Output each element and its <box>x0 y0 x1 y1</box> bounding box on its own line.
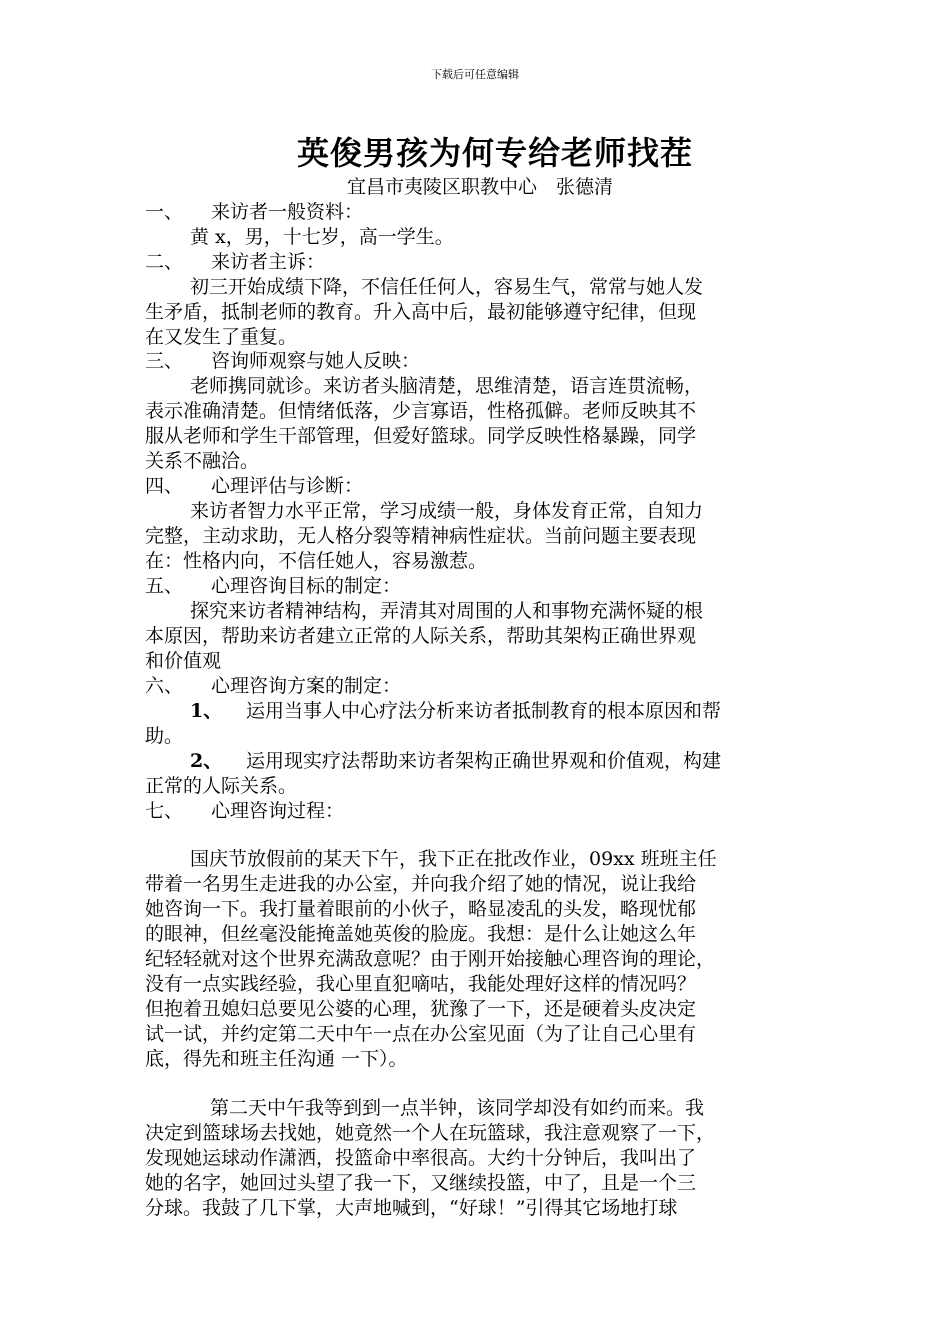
paragraph-line: 在又发生了重复。 <box>145 326 298 348</box>
paragraph-line: 本原因，帮助来访者建立正常的人际关系，帮助其架构正确世界观 <box>145 625 697 647</box>
author-line: 宜昌市夷陵区职教中心 张德清 <box>346 176 613 198</box>
section-number: 四、 <box>145 475 184 497</box>
paragraph-line: 发现她运球动作潇洒，投篮命中率很高。大约十分钟后，我叫出了 <box>145 1147 697 1169</box>
section-number: 一、 <box>145 201 184 223</box>
paragraph-line: 她的名字，她回过头望了我一下，又继续投篮，中了，且是一个三 <box>145 1172 697 1194</box>
section-number: 六、 <box>145 675 184 697</box>
paragraph-line: 国庆节放假前的某天下午，我下正在批改作业，09xx 班班主任 <box>190 848 717 870</box>
section-title: 来访者主诉： <box>211 251 326 273</box>
item-number: 2、 <box>190 750 223 772</box>
section-heading <box>145 200 363 225</box>
section-title: 心理评估与诊断： <box>211 475 364 497</box>
section-heading <box>145 799 344 824</box>
paragraph-line: 助。 <box>145 725 184 747</box>
header-note: 下载后可任意编辑 <box>431 68 519 81</box>
section-title: 心理咨询过程： <box>211 800 345 822</box>
section-number: 三、 <box>145 350 184 372</box>
paragraph-line: 初三开始成绩下降，不信任任何人，容易生气，常常与她人发 <box>190 276 704 298</box>
section-number: 五、 <box>145 575 184 597</box>
paragraph-line: 老师携同就诊。来访者头脑清楚，思维清楚，语言连贯流畅， <box>190 375 704 397</box>
section-heading <box>145 574 401 599</box>
item-number: 1、 <box>190 700 223 722</box>
paragraph-line: 表示准确清楚。但情绪低落，少言寡语，性格孤僻。老师反映其不 <box>145 400 697 422</box>
section-title: 心理咨询目标的制定： <box>211 575 402 597</box>
paragraph-line: 的眼神，但丝毫没能掩盖她英俊的脸庞。我想：是什么让她这么年 <box>145 923 697 945</box>
paragraph-line: 她咨询一下。我打量着眼前的小伙子，略显凌乱的头发，略现忧郁 <box>145 898 697 920</box>
section-title: 咨询师观察与她人反映： <box>211 350 421 372</box>
paragraph-line: 但抱着丑媳妇总要见公婆的心理，犹豫了一下，还是硬着头皮决定 <box>145 998 697 1020</box>
paragraph-line: 来访者智力水平正常，学习成绩一般，身体发育正常，自知力 <box>190 500 704 522</box>
item-text: 运用现实疗法帮助来访者架构正确世界观和价值观，构建 <box>246 750 722 772</box>
section-title: 来访者一般资料： <box>211 201 364 223</box>
list-item <box>190 749 721 774</box>
paragraph-line: 服从老师和学生干部管理，但爱好篮球。同学反映性格暴躁，同学 <box>145 425 697 447</box>
section-heading <box>145 349 420 374</box>
section-heading <box>145 474 363 499</box>
paragraph-line: 纪轻轻就对这个世界充满敌意呢？由于刚开始接触心理咨询的理论， <box>145 948 716 970</box>
paragraph-line: 底，得先和班主任沟通 一下）。 <box>145 1048 408 1070</box>
paragraph-line: 没有一点实践经验，我心里直犯嘀咕，我能处理好这样的情况吗？ <box>145 973 697 995</box>
paragraph-line: 黄 x，男，十七岁，高一学生。 <box>190 226 454 248</box>
paragraph-line: 带着一名男生走进我的办公室，并向我介绍了她的情况，说让我给 <box>145 873 697 895</box>
document-title: 英俊男孩为何专给老师找茬 <box>296 134 693 172</box>
paragraph-line: 分球。我鼓了几下掌，大声地喊到，“好球！”引得其它场地打球 <box>145 1197 678 1219</box>
paragraph-line: 探究来访者精神结构，弄清其对周围的人和事物充满怀疑的根 <box>190 600 704 622</box>
section-number: 七、 <box>145 800 184 822</box>
paragraph-line: 和价值观 <box>145 650 222 672</box>
paragraph-line: 正常的人际关系。 <box>145 775 298 797</box>
section-title: 心理咨询方案的制定： <box>211 675 402 697</box>
paragraph-line: 第二天中午我等到到一点半钟，该同学却没有如约而来。我 <box>210 1097 705 1119</box>
paragraph-line: 关系不融洽。 <box>145 450 260 472</box>
list-item <box>190 699 721 724</box>
item-text: 运用当事人中心疗法分析来访者抵制教育的根本原因和帮 <box>246 700 722 722</box>
paragraph-line: 生矛盾，抵制老师的教育。升入高中后，最初能够遵守纪律，但现 <box>145 301 697 323</box>
section-heading <box>145 250 325 275</box>
paragraph-line: 在：性格内向，不信任她人，容易激惹。 <box>145 550 488 572</box>
paragraph-line: 决定到篮球场去找她，她竟然一个人在玩篮球，我注意观察了一下， <box>145 1122 716 1144</box>
paragraph-line: 试一试，并约定第二天中午一点在办公室见面（为了让自己心里有 <box>145 1023 697 1045</box>
paragraph-line: 完整，主动求助，无人格分裂等精神病性症状。当前问题主要表现 <box>145 525 697 547</box>
section-number: 二、 <box>145 251 184 273</box>
section-heading <box>145 674 401 699</box>
